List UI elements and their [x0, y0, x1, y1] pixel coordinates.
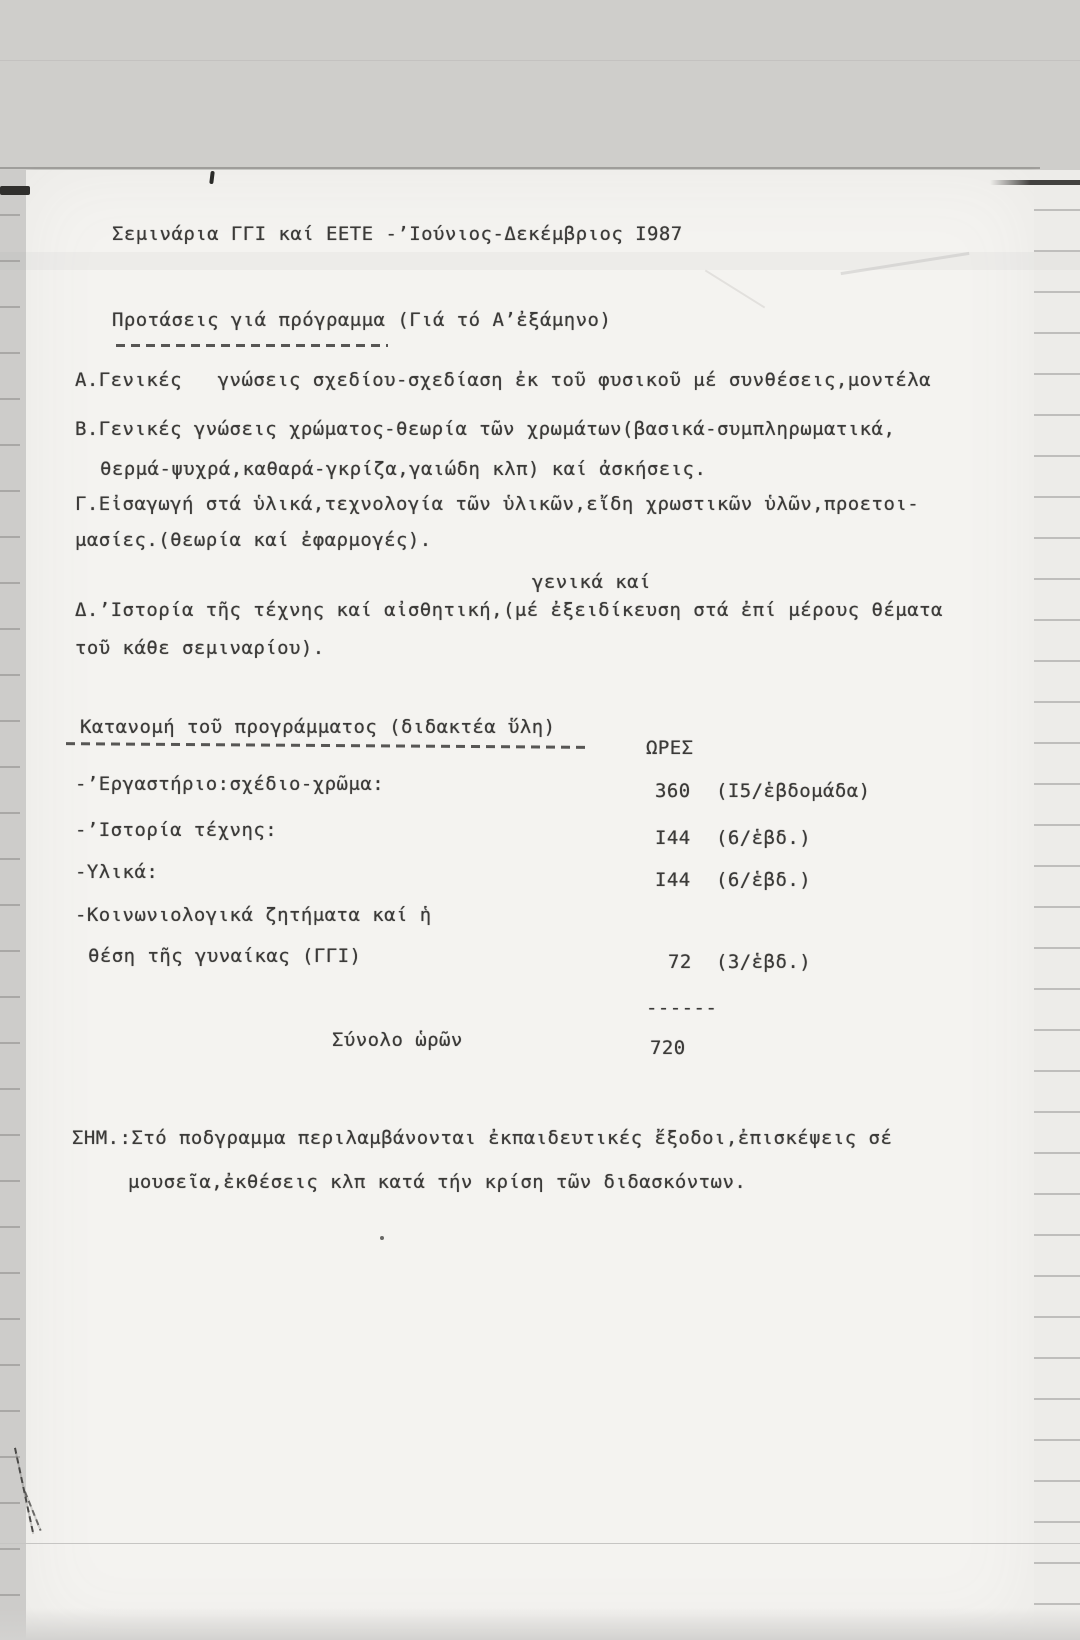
- ruled-paper-strip: [1034, 170, 1080, 1640]
- scanner-top-band: [0, 0, 1080, 170]
- proposals-heading: Προτάσεις γιά πρόγραμμα (Γιά τό Α’ἐξάμηνο): [112, 309, 612, 331]
- syllabus-item-b-line1: Β.Γενικές γνώσεις χρώματος-θεωρία τῶν χρωμάτων(βασικά-συμπληρωματικά,: [75, 418, 896, 440]
- scan-streak: [0, 186, 30, 195]
- row-hours: Ι44: [655, 869, 691, 891]
- row-label: -’Ιστορία τέχνης:: [75, 819, 278, 841]
- row-label-continued: θέση τῆς γυναίκας (ΓΓΙ): [88, 945, 362, 967]
- title-line: Σεμινάρια ΓΓΙ καί ΕΕΤΕ -’Ιούνιος-Δεκέμβριος Ι987: [112, 223, 683, 245]
- row-label: -Κοινωνιολογικά ζητήματα καί ἡ: [75, 904, 432, 926]
- row-hours: 72: [668, 951, 692, 973]
- row-label: -Υλικά:: [75, 861, 159, 883]
- ink-speck: [380, 1236, 384, 1240]
- note-line-1: ΣΗΜ.:Στό ποδγραμμα περιλαμβάνονται ἐκπαιδευτικές ἔξοδοι,ἐπισκέψεις σέ: [72, 1127, 893, 1149]
- scanner-bottom-band: [0, 1608, 1080, 1640]
- total-separator: ------: [646, 997, 718, 1019]
- syllabus-item-d-line2: τοῦ κάθε σεμιναρίου).: [75, 637, 325, 659]
- syllabus-item-c-line2: μασίες.(θεωρία καί ἐφαρμογές).: [75, 529, 432, 551]
- page-top-edge: [0, 167, 1040, 169]
- ruled-paper-dark-line: [990, 180, 1080, 185]
- syllabus-item-a: Α.Γενικές γνώσεις σχεδίου-σχεδίαση ἐκ τοῦ φυσικοῦ μέ συνθέσεις,μοντέλα: [75, 369, 932, 391]
- syllabus-item-d-line1: Δ.’Ιστορία τῆς τέχνης καί αἰσθητική,(μέ ἐξειδίκευση στά ἐπί μέρους θέματα: [75, 599, 943, 621]
- row-per-week: (3/ἑβδ.): [716, 951, 812, 973]
- left-margin-ticks: [0, 170, 20, 1640]
- interlinear-insert: γενικά καί: [532, 571, 651, 593]
- syllabus-item-b-line2: θερμά-ψυχρά,καθαρά-γκρίζα,γαιώδη κλπ) καί ἀσκήσεις.: [100, 458, 707, 480]
- row-hours: Ι44: [655, 827, 691, 849]
- row-per-week: (Ι5/ἑβδομάδα): [716, 780, 871, 802]
- heading-underline: [116, 344, 388, 347]
- total-label: Σύνολο ὡρῶν: [332, 1029, 463, 1051]
- scan-line: [0, 1543, 1080, 1544]
- note-line-2: μουσεῖα,ἐκθέσεις κλπ κατά τήν κρίση τῶν διδασκόντων.: [128, 1171, 747, 1193]
- row-hours: 360: [655, 780, 691, 802]
- row-label: -’Εργαστήριο:σχέδιο-χρῶμα:: [75, 773, 385, 795]
- allocation-heading: Κατανομή τοῦ προγράμματος (διδακτέα ὕλη): [80, 716, 556, 738]
- syllabus-item-c-line1: Γ.Εἰσαγωγή στά ὑλικά,τεχνολογία τῶν ὑλικῶν,εἴδη χρωστικῶν ὑλῶν,προετοι-: [75, 493, 920, 515]
- hours-column-header: ΩΡΕΣ: [646, 737, 694, 759]
- row-per-week: (6/ἑβδ.): [716, 827, 812, 849]
- row-per-week: (6/ἑβδ.): [716, 869, 812, 891]
- backing-sheet-line: [0, 60, 1080, 61]
- total-hours: 720: [650, 1037, 686, 1059]
